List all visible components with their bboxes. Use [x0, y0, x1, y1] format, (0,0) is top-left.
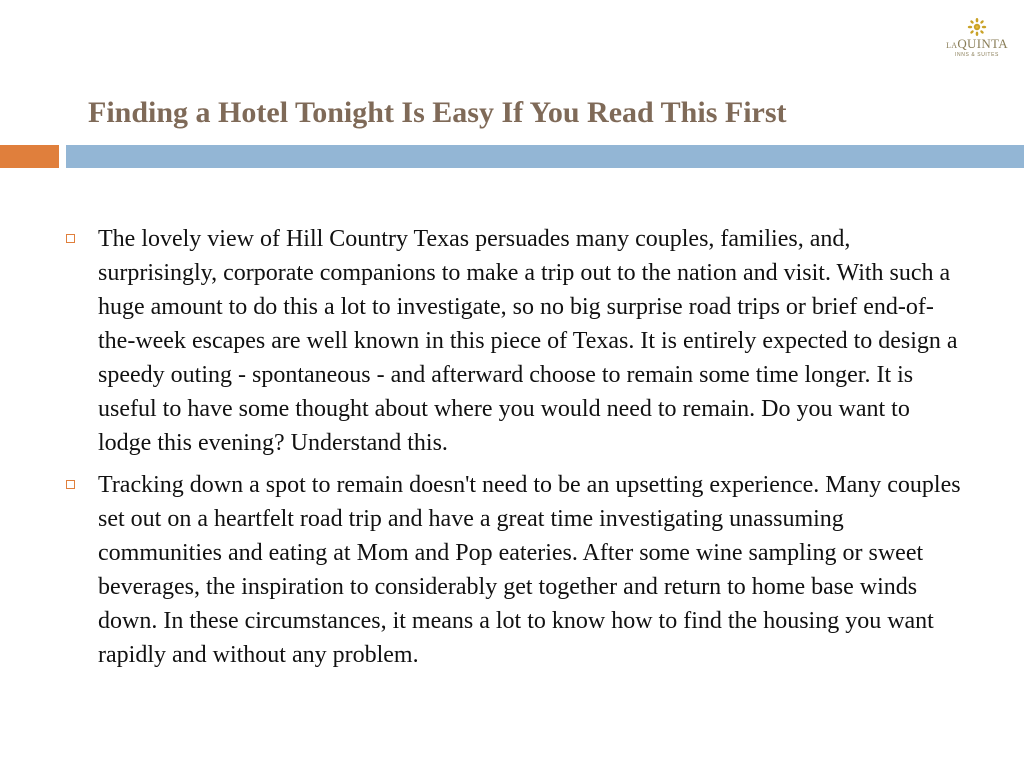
logo-wordmark — [940, 37, 1014, 52]
sun-icon — [940, 18, 1014, 36]
title-bar-accent-orange — [0, 145, 59, 168]
logo-word-main: QUINTA — [957, 36, 1008, 51]
bullet-item — [56, 468, 966, 672]
logo-subtitle: INNS & SUITES — [955, 52, 999, 58]
bullet-text: Tracking down a spot to remain doesn't need to be an upsetting experience. Many couples set out on a heartfelt road trip and have a great time investigating unassuming communities and eating at Mom and Pop eateries. After some wine sampling or sweet beverages, the inspiration to considerably get together and return to home base winds down. In these circumstances, it means a lot to know how to find the housing you want rapidly and without any problem. — [98, 472, 961, 668]
square-bullet-icon — [66, 480, 75, 489]
bullet-text: The lovely view of Hill Country Texas persuades many couples, families, and, surprisingly, corporate companions to make a trip out to the nation and visit. With such a huge amount to do this a lot to investigate, so no big surprise road trips or brief end-of-the-week escapes are well known in this piece of Texas. It is entirely expected to design a speedy outing - spontaneous - and afterward choose to remain some time longer. It is useful to have some thought about where you would need to remain. Do you want to lodge this evening? Understand this. — [98, 226, 958, 456]
bullet-list — [56, 222, 966, 680]
la-quinta-logo — [940, 18, 1014, 62]
logo-word-small: LA — [946, 41, 958, 50]
slide-title: Finding a Hotel Tonight Is Easy If You Read This First — [88, 96, 787, 129]
bullet-item — [56, 222, 966, 460]
title-bar-accent-blue — [66, 145, 1024, 168]
square-bullet-icon — [66, 234, 75, 243]
